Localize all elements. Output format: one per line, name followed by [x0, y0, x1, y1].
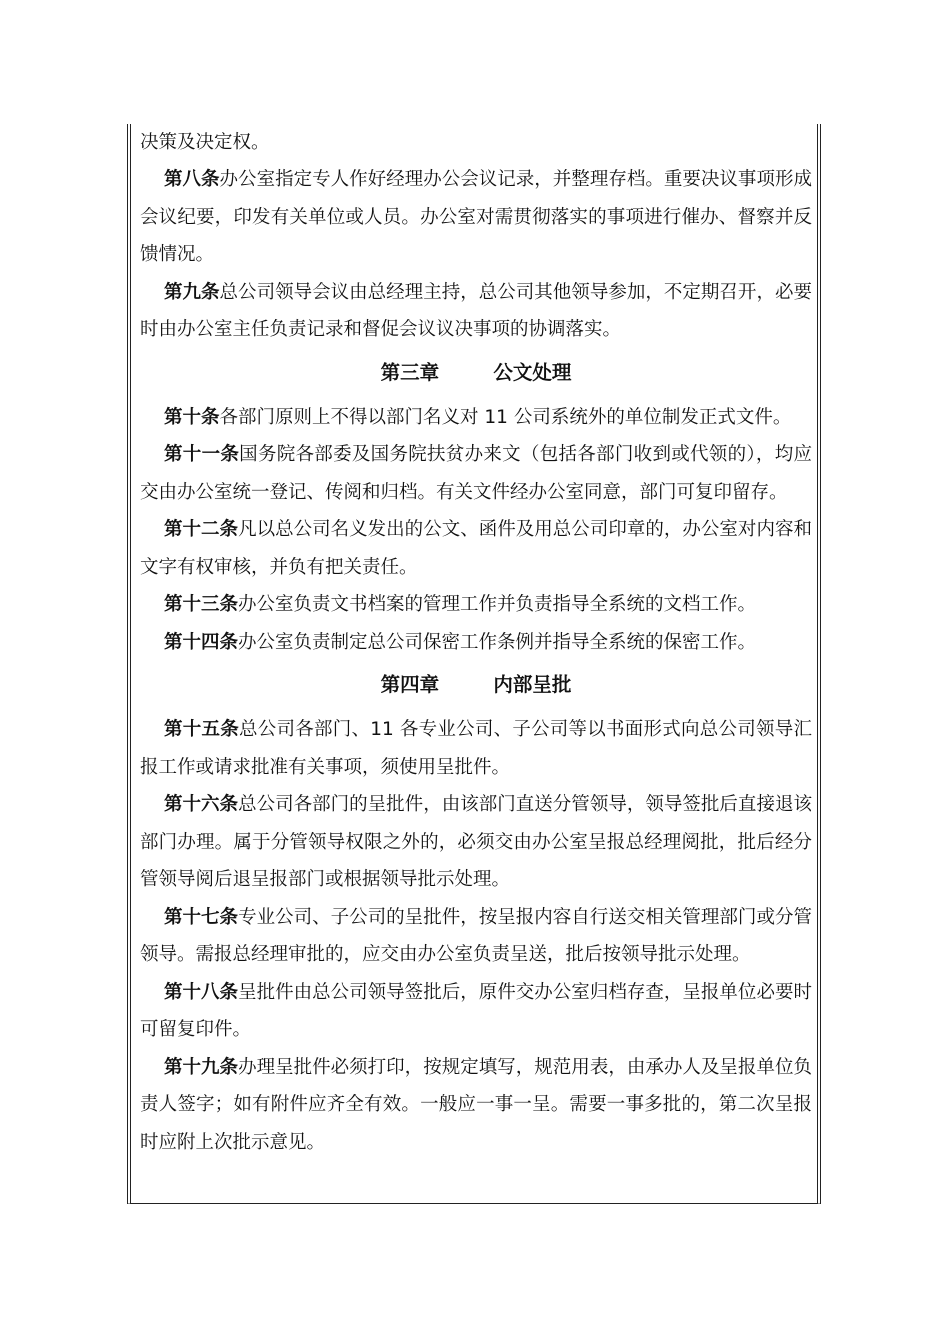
article-9	[140, 274, 812, 349]
article-text: 总公司领导会议由总经理主持，总公司其他领导参加，不定期召开，必要时由办公室主任负责记录和督促会议议决事项的协调落实。	[140, 281, 812, 340]
article-label: 第十九条	[164, 1056, 239, 1078]
article-label: 第九条	[164, 281, 220, 303]
article-15	[140, 711, 812, 786]
article-17	[140, 899, 812, 974]
article-10	[140, 399, 812, 437]
continued-text: 决策及决定权。	[140, 132, 270, 153]
article-16	[140, 786, 812, 899]
article-11	[140, 436, 812, 511]
chapter-title: 公文处理	[493, 360, 572, 384]
article-12	[140, 511, 812, 586]
article-18	[140, 974, 812, 1049]
chapter-title: 内部呈批	[493, 673, 572, 696]
article-label: 第十四条	[164, 631, 239, 653]
article-label: 第十二条	[164, 519, 239, 540]
chapter-number: 第四章	[380, 673, 440, 696]
article-label: 第十五条	[164, 719, 239, 740]
article-text: 凡以总公司名义发出的公文、函件及用总公司印章的，办公室对内容和文字有权审核，并负有把关责任。	[140, 519, 812, 578]
article-text: 办公室负责文书档案的管理工作并负责指导全系统的文档工作。	[238, 594, 757, 615]
article-text: 呈批件由总公司领导签批后，原件交办公室归档存查，呈报单位必要时可留复印件。	[140, 981, 812, 1040]
article-19	[140, 1049, 812, 1162]
article-label: 第十八条	[164, 981, 239, 1003]
document-body	[140, 124, 812, 1161]
article-14	[140, 624, 812, 662]
article-8	[140, 161, 812, 274]
article-text: 办理呈批件必须打印，按规定填写，规范用表，由承办人及呈报单位负责人签字；如有附件应齐全有效。一般应一事一呈。需要一事多批的，第二次呈报时应附上次批示意见。	[140, 1056, 812, 1153]
article-text: 专业公司、子公司的呈批件，按呈报内容自行送交相关管理部门或分管领导。需报总经理审批的，应交由办公室负责呈送，批后按领导批示处理。	[140, 906, 812, 965]
article-label: 第八条	[164, 169, 220, 190]
article-text: 办公室指定专人作好经理办公会议记录，并整理存档。重要决议事项形成会议纪要，印发有关单位或人员。办公室对需贯彻落实的事项进行催办、督察并反馈情况。	[140, 169, 812, 265]
article-label: 第十一条	[164, 444, 240, 465]
chapter-heading-4	[140, 667, 812, 703]
article-text: 总公司各部门的呈批件，由该部门直送分管领导，领导签批后直接退该部门办理。属于分管领导权限之外的，必须交由办公室呈报总经理阅批，批后经分管领导阅后退呈报部门或根据领导批示处理。	[140, 794, 812, 890]
article-text: 各部门原则上不得以部门名义对 11 公司系统外的单位制发正式文件。	[219, 406, 792, 428]
article-label: 第十六条	[164, 794, 239, 815]
chapter-number: 第三章	[380, 360, 440, 384]
article-13	[140, 586, 812, 624]
article-text: 办公室负责制定总公司保密工作条例并指导全系统的保密工作。	[238, 631, 757, 653]
article-label: 第十三条	[164, 594, 239, 615]
article-label: 第十七条	[164, 906, 239, 928]
article-text: 国务院各部委及国务院扶贫办来文（包括各部门收到或代领的），均应交由办公室统一登记、传阅和归档。有关文件经办公室同意，部门可复印留存。	[140, 444, 812, 503]
article-text: 总公司各部门、11 各专业公司、子公司等以书面形式向总公司领导汇报工作或请求批准有关事项，须使用呈批件。	[140, 719, 812, 778]
article-label: 第十条	[164, 406, 220, 428]
chapter-heading-3	[140, 355, 812, 391]
